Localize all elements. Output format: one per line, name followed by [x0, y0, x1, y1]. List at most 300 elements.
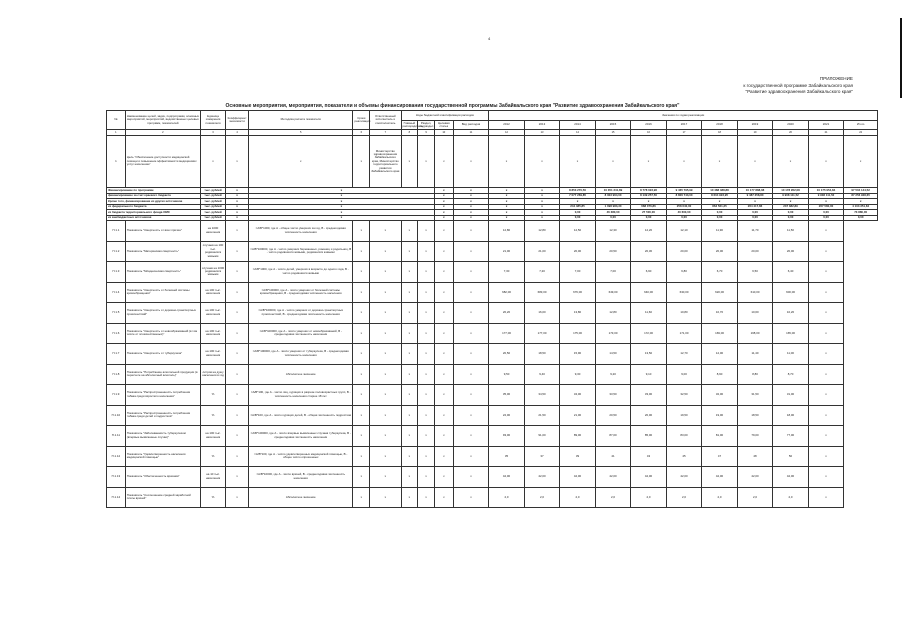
indicator-value: 34,00: [560, 385, 596, 406]
header-year: 2018: [702, 121, 738, 130]
finance-name: из федерального бюджета: [107, 204, 201, 210]
finance-value: х: [489, 204, 525, 210]
indicator-value: 20,00: [737, 241, 773, 262]
finance-value: х: [524, 193, 560, 199]
finance-value: 10 488 488,88: [702, 188, 738, 194]
header-year: 2020: [773, 121, 809, 130]
indicator-number: П.1.2: [107, 241, 126, 262]
indicator-value: х: [808, 323, 844, 344]
indicator-row: [107, 323, 878, 344]
finance-value: х: [737, 199, 773, 205]
indicator-value: х: [434, 221, 453, 242]
finance-value: х: [489, 193, 525, 199]
indicator-row: [107, 426, 878, 447]
finance-value: х: [524, 215, 560, 221]
indicator-value: х: [418, 446, 435, 467]
finance-value: 27 500,00: [631, 210, 667, 216]
indicator-value: х: [353, 426, 370, 447]
finance-value: х: [453, 210, 489, 216]
indicator-method: =А/В*100000, где А - число умерших от дорожно-транспортных происшествий, В - среднегодовая численность населения: [249, 303, 353, 324]
indicator-value: 42,00: [560, 467, 596, 488]
indicator-value: х: [370, 344, 401, 365]
finance-value: х: [560, 199, 596, 205]
indicator-value: 81,00: [702, 426, 738, 447]
indicator-value: 649,00: [595, 282, 631, 303]
finance-value: 0,00: [773, 210, 809, 216]
indicator-value: 12,80: [595, 303, 631, 324]
column-number: 10: [434, 130, 453, 136]
indicator-value: х: [353, 344, 370, 365]
indicator-value: 12,10: [666, 221, 702, 242]
finance-value: х: [524, 204, 560, 210]
finance-value: х: [434, 210, 453, 216]
indicator-value: 6,40: [773, 262, 809, 283]
header-name: Наименование целей, задач, подпрограмм, основных мероприятий, мероприятий, ведомственных целевых программ, показателей: [125, 111, 200, 130]
finance-value: х: [249, 193, 435, 199]
indicator-method: Абсолютное значение: [249, 487, 353, 508]
indicator-value: х: [353, 487, 370, 508]
indicator-number: П.1.5: [107, 303, 126, 324]
indicator-value: х: [370, 467, 401, 488]
indicator-value: х: [418, 385, 435, 406]
finance-value: х: [489, 188, 525, 194]
column-number: 12: [489, 130, 525, 136]
finance-value: 0,00: [702, 215, 738, 221]
goal-cell: х: [808, 136, 844, 188]
indicator-unit: литров на душу населения в год: [201, 364, 226, 385]
indicator-value: х: [453, 446, 489, 467]
finance-value: х: [249, 204, 435, 210]
indicator-value: 33,50: [595, 385, 631, 406]
indicator-coef: х: [226, 446, 249, 467]
column-number: 16: [631, 130, 667, 136]
indicator-value: 20,00: [560, 241, 596, 262]
indicator-value: х: [370, 364, 401, 385]
column-number: 11: [453, 130, 489, 136]
finance-unit: тыс. рублей: [201, 199, 226, 205]
indicator-value: 20,30: [631, 241, 667, 262]
indicator-value: х: [401, 282, 418, 303]
indicator-value: х: [353, 467, 370, 488]
finance-value: 8 604 923,95: [702, 193, 738, 199]
indicator-value: 50: [773, 446, 809, 467]
indicator-value: 42,00: [773, 467, 809, 488]
indicator-value: х: [453, 241, 489, 262]
indicator-value: 13,50: [631, 344, 667, 365]
indicator-value: 34,50: [524, 385, 560, 406]
appendix-label: [633, 76, 853, 96]
appendix-line: "Развитие здравоохранения Забайкальского края": [745, 89, 853, 94]
finance-value: 244 485,85: [560, 204, 596, 210]
indicator-value: х: [370, 241, 401, 262]
indicator-value: х: [401, 405, 418, 426]
indicator-value: 7,00: [595, 262, 631, 283]
indicator-value: 42,00: [489, 467, 525, 488]
indicator-name: Показатель "Обеспеченность врачами": [125, 467, 200, 488]
indicator-name: Показатель "Соотношение средней заработной платы врачей": [125, 487, 200, 508]
indicator-unit: случаев на 1000 родившихся живыми: [201, 262, 226, 283]
indicator-method: =А/В*100, где А - число курящих детей, В - общая численность подростков: [249, 405, 353, 426]
indicator-value: 43: [631, 446, 667, 467]
indicator-unit: %: [201, 385, 226, 406]
finance-value: х: [453, 193, 489, 199]
appendix-line: к государственной программе Забайкальского края: [743, 82, 853, 88]
indicator-value: х: [353, 241, 370, 262]
indicator-value: х: [370, 385, 401, 406]
indicator-value: 6,50: [737, 262, 773, 283]
finance-value: 0,00: [560, 210, 596, 216]
indicator-value: 7,30: [489, 262, 525, 283]
indicator-coef: х: [226, 323, 249, 344]
column-number: 5: [249, 130, 353, 136]
indicator-value: 7,20: [524, 262, 560, 283]
goal-cell: х: [226, 136, 249, 188]
indicator-value: х: [370, 303, 401, 324]
indicator-value: х: [453, 282, 489, 303]
indicator-value: х: [418, 487, 435, 508]
finance-value: 9 908 111,52: [808, 193, 844, 199]
indicator-unit: на 100 тыс. населения: [201, 282, 226, 303]
indicator-row: [107, 446, 878, 467]
indicator-unit: %: [201, 487, 226, 508]
indicator-method: =А/В*100, где А - число лиц, курящих в разрезе половозрастных групп, В - численность населения старше 18 лет: [249, 385, 353, 406]
indicator-value: 18,50: [737, 405, 773, 426]
indicator-value: х: [370, 426, 401, 447]
indicator-value: 600,00: [773, 282, 809, 303]
indicator-number: П.1.7: [107, 344, 126, 365]
indicator-value: 18,50: [524, 344, 560, 365]
finance-value: 8 139 257,50: [631, 193, 667, 199]
indicator-value: 21,00: [489, 241, 525, 262]
finance-value: х: [844, 199, 878, 205]
finance-value: х: [453, 188, 489, 194]
indicator-unit: на 100 тыс. населения: [201, 344, 226, 365]
indicator-name: Показатель "Распространенность потребления табака среди детей и подростков": [125, 405, 200, 426]
finance-value: х: [226, 199, 249, 205]
goal-cell: х: [453, 136, 489, 188]
finance-value: 0,00: [631, 215, 667, 221]
indicator-value: х: [401, 467, 418, 488]
indicator-name: Показатель "Материнская смертность": [125, 241, 200, 262]
goal-row: [107, 136, 878, 188]
finance-value: х: [524, 210, 560, 216]
finance-value: 40 600,00: [666, 210, 702, 216]
indicator-value: х: [434, 364, 453, 385]
finance-value: х: [434, 193, 453, 199]
finance-value: 0,00: [560, 215, 596, 221]
indicator-value: 37: [524, 446, 560, 467]
indicator-number: П.1.4: [107, 282, 126, 303]
indicator-coef: х: [226, 467, 249, 488]
indicator-value: х: [418, 282, 435, 303]
indicator-unit: %: [201, 405, 226, 426]
header-values: Значения по годам реализации: [489, 111, 878, 121]
header-year: 2012: [489, 121, 525, 130]
column-number: 21: [808, 130, 844, 136]
indicator-value: х: [434, 241, 453, 262]
indicator-value: х: [434, 262, 453, 283]
indicator-method: =А/В*1000, где А - число детей, умерших в возрасте до одного года, В - число родившихся живыми: [249, 262, 353, 283]
header-code-sub: Раздел, подраздел: [419, 120, 434, 128]
indicator-method: =А/В*10000, где А - число врачей, В - среднегодовая численность населения: [249, 467, 353, 488]
goal-cell: х: [666, 136, 702, 188]
indicator-value: 8,90: [702, 364, 738, 385]
indicator-row: [107, 303, 878, 324]
goal-cell: х: [844, 136, 878, 188]
indicator-value: х: [353, 385, 370, 406]
header-row: [107, 111, 878, 121]
indicator-unit: %: [201, 446, 226, 467]
finance-value: х: [453, 204, 489, 210]
indicator-unit: на 100 тыс. населения: [201, 323, 226, 344]
indicator-value: х: [808, 385, 844, 406]
indicator-value: 7,00: [560, 262, 596, 283]
finance-value: х: [249, 188, 435, 194]
indicator-value: х: [418, 262, 435, 283]
column-number: 22: [844, 130, 878, 136]
finance-name: из внебюджетных источников: [107, 215, 201, 221]
indicator-number: П.1.1: [107, 221, 126, 242]
indicator-value: 10,70: [702, 303, 738, 324]
header-year: Итого: [844, 121, 878, 130]
indicator-value: 9,10: [631, 364, 667, 385]
header-budget-codes: Коды бюджетной классификации расходов: [401, 111, 489, 121]
indicator-value: х: [453, 467, 489, 488]
finance-value: 0,00: [702, 210, 738, 216]
header-year: 2021: [808, 121, 844, 130]
indicator-value: х: [353, 221, 370, 242]
goal-cell: х: [524, 136, 560, 188]
indicator-value: 18,00: [773, 405, 809, 426]
indicator-method: =А/В*100000, где А - число умерших от туберкулеза, В - среднегодовая численность населения: [249, 344, 353, 365]
indicator-name: Показатель "Смертность от дорожно-транспортных происшествий": [125, 303, 200, 324]
indicator-name: Показатель "Смертность от болезней системы кровообращения": [125, 282, 200, 303]
indicator-value: 10,60: [737, 303, 773, 324]
finance-value: 7 077 269,85: [560, 193, 596, 199]
finance-value: х: [702, 199, 738, 205]
column-number: 1: [107, 130, 126, 136]
indicator-coef: х: [226, 262, 249, 283]
finance-value: 0,00: [666, 215, 702, 221]
finance-value: х: [226, 210, 249, 216]
indicator-value: 2,0: [737, 487, 773, 508]
indicator-method: =А/В*100000, где А - число впервые выявленных случаев туберкулеза, В - среднегодовая численность населения: [249, 426, 353, 447]
indicator-number: П.1.12: [107, 446, 126, 467]
finance-value: 9 908 111,52: [773, 193, 809, 199]
indicator-value: 93,00: [489, 426, 525, 447]
indicator-value: 31,00: [773, 385, 809, 406]
finance-value: 8 778 023,96: [631, 188, 667, 194]
indicator-coef: х: [226, 241, 249, 262]
goal-cell: х: [434, 136, 453, 188]
indicator-method: =А/В*1000, где А - общее число умерших за год, В - среднегодовая численность населения: [249, 221, 353, 242]
indicator-value: 87,00: [595, 426, 631, 447]
indicator-value: х: [370, 487, 401, 508]
indicator-name: Показатель "Смертность от всех причин": [125, 221, 200, 242]
indicator-row: [107, 405, 878, 426]
header-no: №: [107, 111, 126, 130]
goal-exec: Министерство здравоохранения Забайкальского края, Министерство территориального развития Забайкальского края: [370, 136, 401, 188]
finance-value: 8 303 964,00: [595, 193, 631, 199]
finance-value: х: [249, 210, 435, 216]
indicator-value: х: [453, 487, 489, 508]
table-body: [107, 136, 878, 508]
header-year: 2017: [666, 121, 702, 130]
indicator-value: 16,00: [524, 303, 560, 324]
indicator-value: 2,0: [560, 487, 596, 508]
indicator-value: 45: [666, 446, 702, 467]
finance-value: х: [434, 215, 453, 221]
document-title: Основные мероприятия, мероприятия, показатели и объемы финансирования государственной программы Забайкальского края "Развитие здравоохранения Забайкальского края": [225, 103, 680, 109]
indicator-value: х: [434, 405, 453, 426]
indicator-value: х: [434, 487, 453, 508]
finance-value: 9 465 795,99: [666, 188, 702, 194]
indicator-name: Показатель "Удовлетворенность населения медицинской помощью": [125, 446, 200, 467]
indicator-name: Показатель "Распространенность потребления табака среди взрослого населения": [125, 385, 200, 406]
indicator-value: х: [401, 241, 418, 262]
indicator-number: П.1.14: [107, 487, 126, 508]
indicator-value: 171,00: [666, 323, 702, 344]
indicator-number: П.1.3: [107, 262, 126, 283]
finance-unit: тыс. рублей: [201, 215, 226, 221]
column-number: 19: [737, 130, 773, 136]
indicator-row: [107, 487, 878, 508]
goal-cell: х: [737, 136, 773, 188]
finance-value: 10 351 341,89: [595, 188, 631, 194]
indicator-value: х: [434, 282, 453, 303]
indicator-value: х: [401, 426, 418, 447]
indicator-value: х: [453, 405, 489, 426]
indicator-value: 20,50: [595, 241, 631, 262]
indicator-value: х: [353, 262, 370, 283]
indicator-value: х: [401, 303, 418, 324]
indicator-row: [107, 221, 878, 242]
goal-cell: х: [201, 136, 226, 188]
indicator-value: 12,80: [524, 221, 560, 242]
finance-value: х: [434, 199, 453, 205]
indicator-value: х: [418, 364, 435, 385]
finance-value: 0,00: [595, 215, 631, 221]
indicator-value: х: [434, 467, 453, 488]
indicator-number: П.1.6: [107, 323, 126, 344]
finance-value: 0,00: [737, 210, 773, 216]
indicator-coef: х: [226, 385, 249, 406]
indicator-number: П.1.11: [107, 426, 126, 447]
header-year: 2015: [595, 121, 631, 130]
indicator-value: 20,00: [666, 241, 702, 262]
goal-cell: х: [702, 136, 738, 188]
indicator-value: 11,00: [773, 344, 809, 365]
finance-value: 87 256 928,65: [844, 193, 878, 199]
finance-value: 8 853 270,50: [560, 188, 596, 194]
indicator-value: х: [808, 364, 844, 385]
indicator-value: х: [808, 446, 844, 467]
indicator-row: [107, 282, 878, 303]
finance-value: х: [524, 188, 560, 194]
indicator-value: х: [453, 344, 489, 365]
finance-name: финансирование за счет краевого бюджета: [107, 193, 201, 199]
indicator-value: х: [418, 344, 435, 365]
finance-value: х: [808, 199, 844, 205]
indicator-value: 2,0: [702, 487, 738, 508]
indicator-value: 20,00: [773, 241, 809, 262]
finance-value: 0,00: [844, 215, 878, 221]
goal-number: 1: [107, 136, 126, 188]
header-year: 2014: [560, 121, 596, 130]
finance-value: х: [631, 199, 667, 205]
finance-value: 8 806 743,00: [666, 193, 702, 199]
finance-name: Кроме того, финансирование из других источников: [107, 199, 201, 205]
column-number: 7: [370, 130, 401, 136]
indicator-value: 9,40: [524, 364, 560, 385]
finance-value: 10 175 954,84: [808, 188, 844, 194]
indicator-value: 39: [560, 446, 596, 467]
indicator-value: 682,00: [489, 282, 525, 303]
indicator-value: х: [370, 446, 401, 467]
appendix-line: ПРИЛОЖЕНИЕ: [819, 76, 853, 81]
indicator-value: 20,50: [595, 405, 631, 426]
goal-cell: х: [773, 136, 809, 188]
indicator-coef: х: [226, 487, 249, 508]
finance-value: х: [773, 199, 809, 205]
finance-value: 97 504 144,52: [844, 188, 878, 194]
finance-value: 10 177 888,08: [737, 188, 773, 194]
column-number: 18: [702, 130, 738, 136]
indicator-value: х: [808, 241, 844, 262]
finance-value: 0,00: [737, 215, 773, 221]
indicator-name: Показатель "Заболеваемость туберкулезом (впервые выявленные случаи)": [125, 426, 200, 447]
finance-unit: тыс. рублей: [201, 193, 226, 199]
indicator-value: х: [808, 262, 844, 283]
indicator-value: х: [370, 405, 401, 426]
finance-value: 73 880,00: [844, 210, 878, 216]
indicator-value: 610,00: [737, 282, 773, 303]
indicator-value: х: [808, 405, 844, 426]
indicator-value: х: [401, 385, 418, 406]
indicator-value: х: [453, 221, 489, 242]
indicator-value: х: [808, 426, 844, 447]
indicator-method: Абсолютное значение: [249, 364, 353, 385]
indicator-value: 20,20: [489, 303, 525, 324]
finance-value: 264 417,86: [737, 204, 773, 210]
finance-value: х: [524, 199, 560, 205]
indicator-value: 8,80: [737, 364, 773, 385]
indicator-value: 91,00: [524, 426, 560, 447]
indicator-value: х: [434, 303, 453, 324]
indicator-coef: х: [226, 426, 249, 447]
goal-cell: х: [418, 136, 435, 188]
finance-value: х: [453, 199, 489, 205]
indicator-value: 85,00: [631, 426, 667, 447]
indicator-value: 35,00: [489, 385, 525, 406]
indicator-value: 168,00: [737, 323, 773, 344]
finance-unit: тыс. рублей: [201, 204, 226, 210]
indicator-name: Показатель "Смертность от новообразований (в том числе от злокачественных)": [125, 323, 200, 344]
finance-value: 0,00: [773, 215, 809, 221]
indicator-value: х: [401, 221, 418, 242]
indicator-value: 19,00: [702, 405, 738, 426]
page-number: 4: [488, 36, 491, 41]
indicator-value: 12,80: [489, 221, 525, 242]
indicator-coef: х: [226, 303, 249, 324]
indicator-value: 33,00: [631, 385, 667, 406]
indicator-coef: х: [226, 405, 249, 426]
indicator-value: 640,00: [631, 282, 667, 303]
indicator-value: 83,00: [666, 426, 702, 447]
indicator-value: 9,30: [560, 364, 596, 385]
indicator-value: 12,30: [595, 221, 631, 242]
finance-value: х: [595, 199, 631, 205]
